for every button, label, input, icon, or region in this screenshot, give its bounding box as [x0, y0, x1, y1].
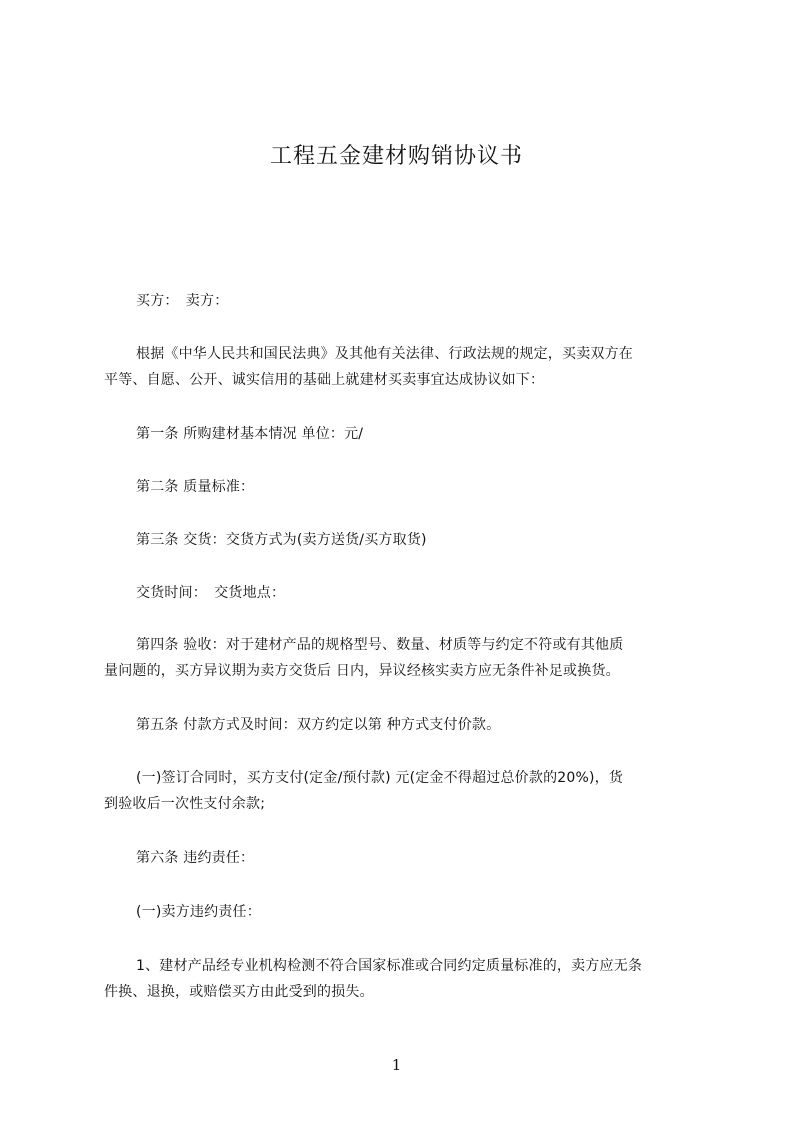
payment-clause-1-line-1: (一)签订合同时，买方支付(定金/预付款) 元(定金不得超过总价款的20%)，货	[136, 770, 624, 786]
liability-clause-1	[104, 953, 704, 1005]
seller-liability-heading: (一)卖方违约责任：	[136, 904, 261, 920]
article-4-line-2: 量问题的，买方异议期为卖方交货后 日内，异议经核实卖方应无条件补足或换货。	[104, 663, 620, 679]
article-3: 第三条 交货：交货方式为(卖方送货/买方取货)	[136, 532, 427, 548]
liability-clause-1-line-2: 件换、退换，或赔偿买方由此受到的损失。	[104, 984, 374, 1000]
liability-clause-1-line-1: 1、建材产品经专业机构检测不符合国家标准或合同约定质量标准的，卖方应无条	[136, 958, 643, 974]
article-2: 第二条 质量标准：	[136, 479, 255, 495]
article-4-line-1: 第四条 验收：对于建材产品的规格型号、数量、材质等与约定不符或有其他质	[136, 637, 624, 653]
article-1: 第一条 所购建材基本情况 单位：元/	[136, 426, 364, 442]
preamble-paragraph	[104, 341, 704, 393]
document-title: 工程五金建材购销协议书	[269, 144, 523, 169]
parties-line: 买方： 卖方：	[136, 293, 229, 309]
article-6: 第六条 违约责任：	[136, 850, 255, 866]
payment-clause-1	[104, 765, 704, 817]
preamble-line-2: 平等、自愿、公开、诚实信用的基础上就建材买卖事宜达成协议如下：	[104, 372, 545, 388]
payment-clause-1-line-2: 到验收后一次性支付余款;	[104, 796, 266, 812]
article-4	[104, 632, 704, 684]
preamble-line-1: 根据《中华人民共和国民法典》及其他有关法律、行政法规的规定，买卖双方在	[136, 346, 633, 362]
page-number: 1	[391, 1056, 402, 1074]
article-5: 第五条 付款方式及时间：双方约定以第 种方式支付价款。	[136, 717, 501, 733]
delivery-line: 交货时间： 交货地点：	[136, 585, 286, 601]
